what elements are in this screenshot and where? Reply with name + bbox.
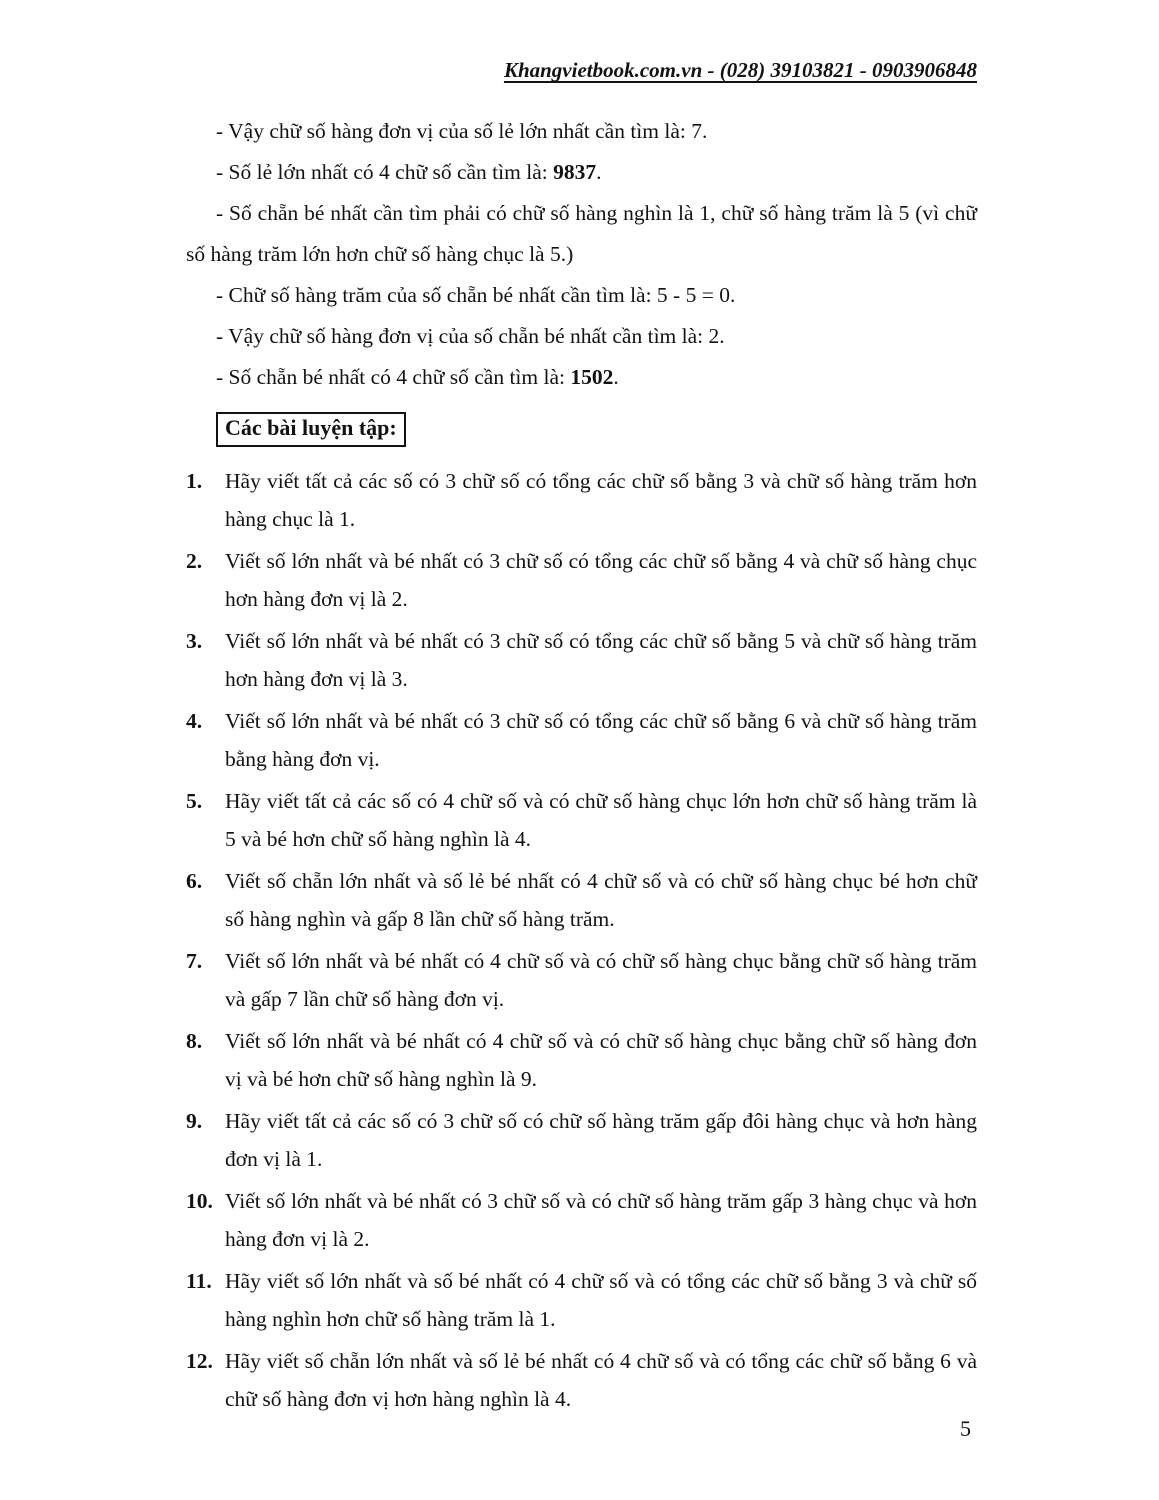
exercise-number: 6. — [186, 869, 203, 893]
exercise-text: Viết số lớn nhất và bé nhất có 3 chữ số có tổng các chữ số bằng 5 và chữ số hàng trăm hơn hàng đơn vị là 3. — [225, 629, 977, 691]
exercise-number: 4. — [186, 709, 203, 733]
exercise-number: 7. — [186, 949, 203, 973]
solution-line — [186, 111, 977, 152]
exercise-item — [186, 783, 977, 858]
solution-text: - Chữ số hàng trăm của số chẵn bé nhất cần tìm là: 5 - 5 = 0. — [216, 283, 736, 307]
exercise-list — [186, 463, 977, 1418]
solution-line — [186, 275, 977, 316]
solution-answer-number: 9837 — [553, 160, 597, 184]
exercise-number: 12. — [186, 1349, 213, 1373]
exercise-text: Viết số lớn nhất và bé nhất có 3 chữ số có tổng các chữ số bằng 6 và chữ số hàng trăm bằng hàng đơn vị. — [225, 709, 977, 771]
exercise-item — [186, 863, 977, 938]
exercise-number: 2. — [186, 549, 203, 573]
exercise-text: Viết số lớn nhất và bé nhất có 3 chữ số có tổng các chữ số bằng 4 và chữ số hàng chục hơn hàng đơn vị là 2. — [225, 549, 977, 611]
solution-line — [186, 193, 977, 275]
exercise-item — [186, 1183, 977, 1258]
exercise-item — [186, 543, 977, 618]
exercise-number: 1. — [186, 469, 203, 493]
solution-line — [186, 357, 977, 398]
exercise-item — [186, 943, 977, 1018]
solution-text: - Vậy chữ số hàng đơn vị của số chẵn bé nhất cần tìm là: 2. — [216, 324, 725, 348]
exercise-text: Viết số lớn nhất và bé nhất có 4 chữ số và có chữ số hàng chục bằng chữ số hàng trăm và gấp 7 lần chữ số hàng đơn vị. — [225, 949, 977, 1011]
solution-text: - Số chẵn bé nhất cần tìm phải có chữ số hàng nghìn là 1, chữ số hàng trăm là 5 (vì chữ số hàng trăm lớn hơn chữ số hàng chục là 5.) — [186, 201, 977, 266]
exercise-number: 5. — [186, 789, 203, 813]
exercise-number: 11. — [186, 1269, 212, 1293]
exercise-number: 10. — [186, 1189, 213, 1213]
solution-text: - Vậy chữ số hàng đơn vị của số lẻ lớn nhất cần tìm là: 7. — [216, 119, 708, 143]
exercise-number: 9. — [186, 1109, 203, 1133]
exercise-item — [186, 463, 977, 538]
header-website-contact: Khangvietbook.com.vn - (028) 39103821 - 0903906848 — [503, 58, 977, 82]
solution-text: . — [613, 365, 619, 389]
exercise-item — [186, 623, 977, 698]
exercise-text: Hãy viết số chẵn lớn nhất và số lẻ bé nhất có 4 chữ số và có tổng các chữ số bằng 6 và chữ số hàng đơn vị hơn hàng nghìn là 4. — [225, 1349, 977, 1411]
exercise-text: Viết số lớn nhất và bé nhất có 3 chữ số và có chữ số hàng trăm gấp 3 hàng chục và hơn hàng đơn vị là 2. — [225, 1189, 977, 1251]
exercise-text: Hãy viết số lớn nhất và số bé nhất có 4 chữ số và có tổng các chữ số bằng 3 và chữ số hàng nghìn hơn chữ số hàng trăm là 1. — [225, 1269, 977, 1331]
exercise-item — [186, 1263, 977, 1338]
exercise-text: Viết số chẵn lớn nhất và số lẻ bé nhất có 4 chữ số và có chữ số hàng chục bé hơn chữ số hàng nghìn và gấp 8 lần chữ số hàng trăm. — [225, 869, 977, 931]
exercise-number: 8. — [186, 1029, 203, 1053]
page-header — [186, 58, 977, 83]
solution-line — [186, 316, 977, 357]
exercises-heading-row — [186, 398, 977, 459]
solution-text: . — [596, 160, 602, 184]
exercise-text: Hãy viết tất cả các số có 3 chữ số có chữ số hàng trăm gấp đôi hàng chục và hơn hàng đơn vị là 1. — [225, 1109, 977, 1171]
solution-section — [186, 111, 977, 398]
exercise-item — [186, 703, 977, 778]
exercise-number: 3. — [186, 629, 203, 653]
solution-answer-number: 1502 — [570, 365, 614, 389]
page-number: 5 — [960, 1416, 971, 1441]
exercise-text: Hãy viết tất cả các số có 3 chữ số có tổng các chữ số bằng 3 và chữ số hàng trăm hơn hàng chục là 1. — [225, 469, 977, 531]
exercise-item — [186, 1103, 977, 1178]
exercises-heading: Các bài luyện tập: — [216, 412, 406, 447]
exercise-item — [186, 1343, 977, 1418]
exercise-item — [186, 1023, 977, 1098]
solution-text: - Số lẻ lớn nhất có 4 chữ số cần tìm là: — [216, 160, 554, 184]
solution-text: - Số chẵn bé nhất có 4 chữ số cần tìm là: — [216, 365, 571, 389]
exercise-text: Viết số lớn nhất và bé nhất có 4 chữ số và có chữ số hàng chục bằng chữ số hàng đơn vị và bé hơn chữ số hàng nghìn là 9. — [225, 1029, 977, 1091]
exercise-text: Hãy viết tất cả các số có 4 chữ số và có chữ số hàng chục lớn hơn chữ số hàng trăm là 5 và bé hơn chữ số hàng nghìn là 4. — [225, 789, 977, 851]
solution-line — [186, 152, 977, 193]
